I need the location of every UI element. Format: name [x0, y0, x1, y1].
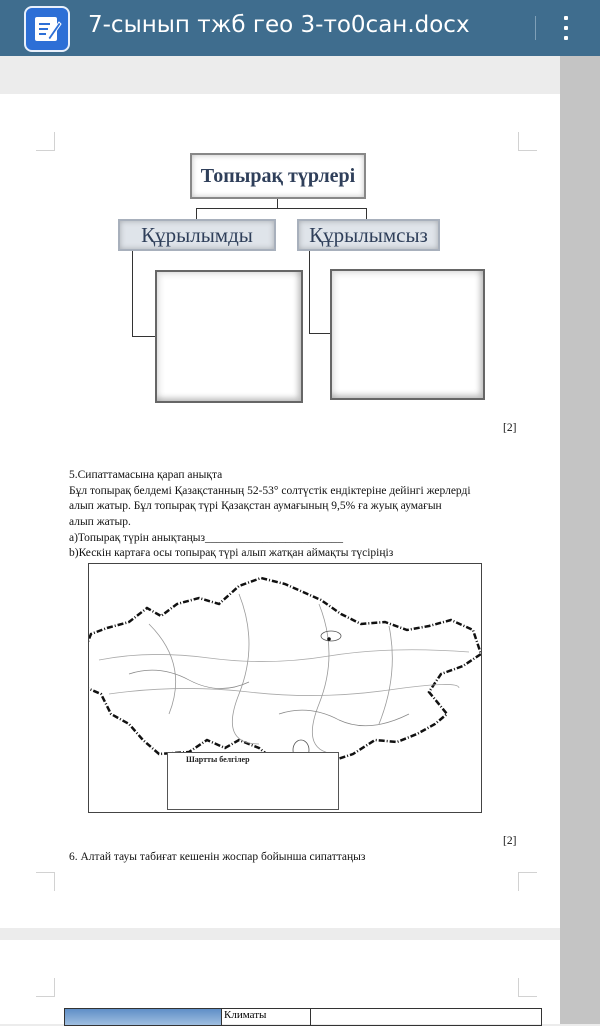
- diagram-connector: [132, 336, 156, 337]
- document-page-1: [0, 94, 560, 928]
- diagram-connector: [366, 208, 367, 219]
- climate-header-cell: Климаты: [222, 1009, 311, 1026]
- structured-soil-box: Құрылымды: [118, 219, 276, 251]
- scrollbar[interactable]: [560, 56, 600, 1024]
- page-corner-mark: [36, 978, 55, 997]
- diagram-connector: [309, 333, 331, 334]
- app-bar: [0, 0, 600, 56]
- q6-text: 6. Алтай тауы табиғат кешенін жоспар бойынша сипаттаңыз: [69, 851, 366, 863]
- q5-part-a: a)Топырақ түрін анықтаңыз________________________: [69, 532, 344, 544]
- q5-part-b: b)Кескін картаға осы топырақ түрі алып жатқан аймақты түсіріңіз: [69, 547, 394, 559]
- document-title: 7-сынып тжб гео 3-то0сан.docx: [88, 12, 470, 38]
- page-corner-mark: [518, 132, 537, 151]
- page-corner-mark: [518, 978, 537, 997]
- page-corner-mark: [36, 872, 55, 891]
- characteristics-table: [64, 1008, 542, 1026]
- diagram-connector: [132, 251, 133, 337]
- document-editor-icon[interactable]: [24, 6, 70, 52]
- score-q5: [2]: [503, 835, 517, 847]
- q5-heading: 5.Сипаттамасына қарап анықта: [69, 469, 223, 481]
- diagram-connector: [196, 208, 197, 219]
- table-image-cell: [65, 1009, 222, 1026]
- kazakhstan-outline-map[interactable]: [88, 563, 482, 813]
- diagram-connector: [196, 208, 367, 209]
- appbar-divider: [535, 16, 536, 40]
- table-row: [65, 1009, 542, 1026]
- more-vert-icon[interactable]: [556, 14, 576, 42]
- page-corner-mark: [36, 132, 55, 151]
- table-empty-cell[interactable]: [311, 1009, 542, 1026]
- page-corner-mark: [518, 872, 537, 891]
- diagram-connector: [309, 251, 310, 334]
- q5-line1: Бұл топырақ белдемі Қазақстанның 52-53° солтүстік ендіктеріне дейінгі жерлерді: [69, 485, 471, 497]
- q5-line2: алып жатыр. Бұл топырақ түрі Қазақстан аумағының 9,5% ға жуық аумағын: [69, 500, 442, 512]
- landscape-photo: [65, 1009, 221, 1025]
- document-page-2: [0, 940, 560, 1024]
- q5-line3: алып жатыр.: [69, 516, 131, 528]
- unstructured-soil-box: Құрылымсыз: [297, 219, 440, 251]
- score-q4: [2]: [503, 422, 517, 434]
- map-legend: [167, 752, 339, 810]
- answer-box-structured[interactable]: [155, 270, 303, 403]
- diagram-title-box: Топырақ түрлері: [190, 153, 366, 199]
- answer-box-unstructured[interactable]: [330, 269, 485, 400]
- map-legend-title: Шартты белгілер: [186, 755, 250, 764]
